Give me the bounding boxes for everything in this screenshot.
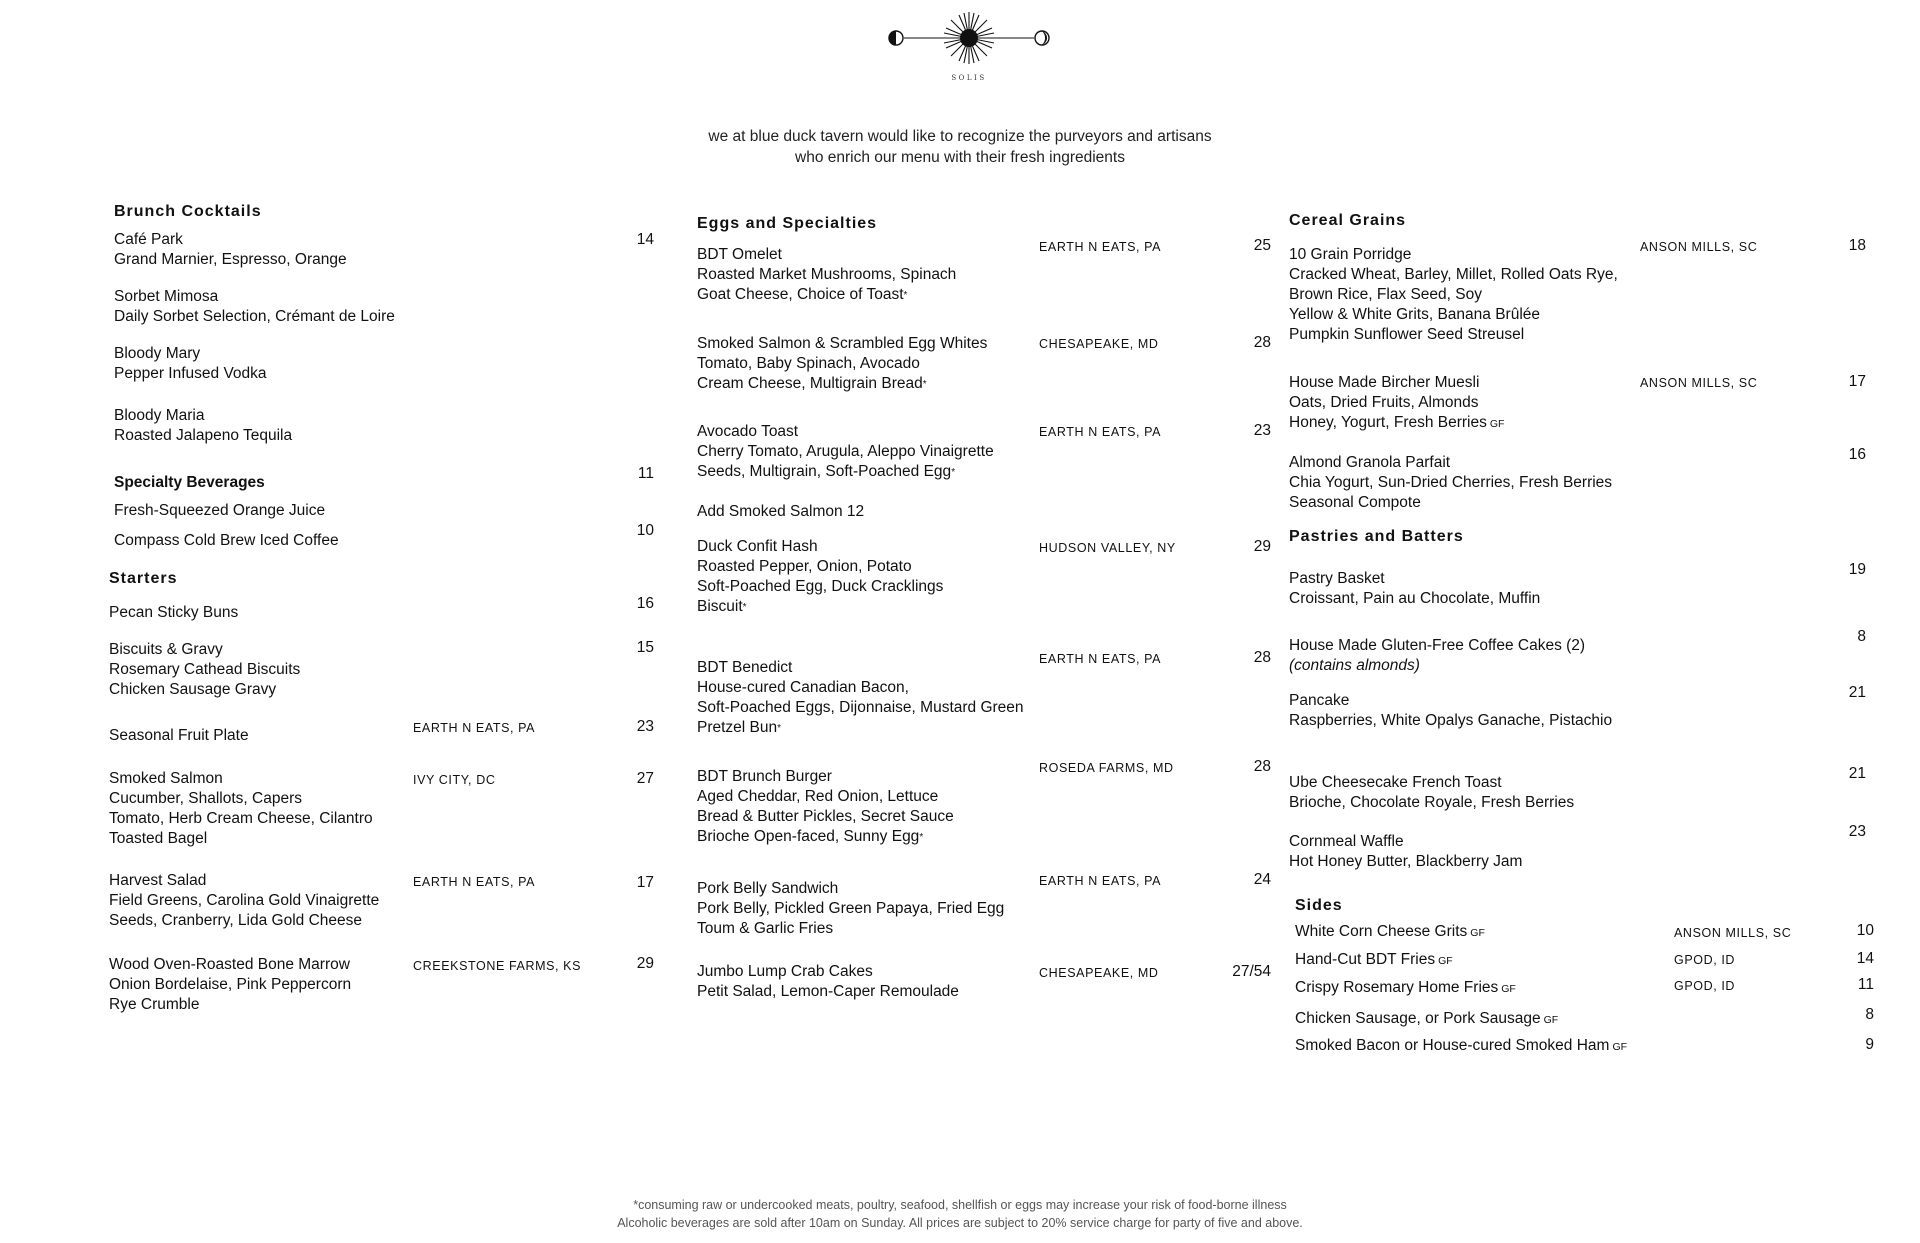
menu-item: Compass Cold Brew Iced Coffee <box>114 532 339 549</box>
purveyor-source: ROSEDA FARMS, MD <box>1039 761 1174 775</box>
side-item: Crispy Rosemary Home Fries GF <box>1295 979 1516 996</box>
menu-item: Pancake Raspberries, White Opalys Ganache, Pistachio <box>1289 692 1613 729</box>
footer-disclaimer <box>460 1196 1460 1232</box>
purveyor-source: HUDSON VALLEY, NY <box>1039 541 1176 555</box>
purveyor-source: ANSON MILLS, SC <box>1674 926 1792 940</box>
price: 15 <box>636 639 654 656</box>
menu-item: Sorbet Mimosa Daily Sorbet Selection, Crémant de Loire <box>114 288 395 325</box>
menu-item: Biscuits & Gravy Rosemary Cathead Biscuits Chicken Sausage Gravy <box>109 641 301 698</box>
price: 11 <box>1857 976 1874 993</box>
purveyor-source: EARTH N EATS, PA <box>1039 874 1162 888</box>
intro-text <box>560 126 1360 168</box>
section-title-pastries-batters: Pastries and Batters <box>1289 528 1464 545</box>
price: 16 <box>636 595 654 612</box>
menu-item: Pastry Basket Croissant, Pain au Chocolate, Muffin <box>1289 570 1541 607</box>
price: 16 <box>1848 446 1866 463</box>
solis-logo <box>884 6 1054 88</box>
purveyor-source: EARTH N EATS, PA <box>1039 240 1162 254</box>
section-title-brunch-cocktails: Brunch Cocktails <box>114 203 262 220</box>
menu-item: Duck Confit Hash Roasted Pepper, Onion, Potato Soft-Poached Egg, Duck Cracklings Biscuit* <box>697 538 944 615</box>
price: 14 <box>1856 950 1874 967</box>
menu-item: House Made Bircher Muesli Oats, Dried Fruits, Almonds Honey, Yogurt, Fresh Berries GF <box>1289 374 1505 431</box>
price: 17 <box>636 874 654 891</box>
menu-item: Smoked Salmon Cucumber, Shallots, Capers Tomato, Herb Cream Cheese, Cilantro Toasted Bagel <box>109 770 373 847</box>
svg-text:SOLIS: SOLIS <box>951 74 987 82</box>
menu-item: Seasonal Fruit Plate <box>109 727 249 744</box>
menu-item: Pork Belly Sandwich Pork Belly, Pickled Green Papaya, Fried Egg Toum & Garlic Fries <box>697 880 1005 937</box>
purveyor-source: ANSON MILLS, SC <box>1640 376 1758 390</box>
price: 23 <box>636 718 654 735</box>
price: 25 <box>1253 237 1271 254</box>
purveyor-source: CREEKSTONE FARMS, KS <box>413 959 582 973</box>
intro-line: who enrich our menu with their fresh ingredients <box>795 149 1125 166</box>
menu-item: Almond Granola Parfait Chia Yogurt, Sun-Dried Cherries, Fresh Berries Seasonal Compote <box>1289 454 1613 511</box>
side-item: White Corn Cheese Grits GF <box>1295 923 1485 940</box>
price: 28 <box>1253 649 1271 666</box>
purveyor-source: CHESAPEAKE, MD <box>1039 337 1159 351</box>
price: 21 <box>1848 765 1866 782</box>
price: 27 <box>636 770 654 787</box>
menu-item: Avocado Toast Cherry Tomato, Arugula, Aleppo Vinaigrette Seeds, Multigrain, Soft-Poached Egg* <box>697 423 994 480</box>
purveyor-source: EARTH N EATS, PA <box>1039 425 1162 439</box>
purveyor-source: EARTH N EATS, PA <box>1039 652 1162 666</box>
price: 8 <box>1865 1006 1874 1023</box>
price: 29 <box>1253 538 1271 555</box>
price: 9 <box>1865 1036 1874 1053</box>
side-item: Chicken Sausage, or Pork Sausage GF <box>1295 1010 1559 1027</box>
menu-item: Café Park Grand Marnier, Espresso, Orange <box>114 231 347 268</box>
sun-burst-icon <box>884 6 1054 88</box>
footer-line: *consuming raw or undercooked meats, poultry, seafood, shellfish or eggs may increase your risk of food-borne illness <box>633 1198 1287 1212</box>
price: 10 <box>1856 922 1874 939</box>
menu-item: BDT Brunch Burger Aged Cheddar, Red Onion, Lettuce Bread & Butter Pickles, Secret Sauce Brioche Open-faced, Sunny Egg* <box>697 768 954 845</box>
section-title-eggs-specialties: Eggs and Specialties <box>697 215 878 232</box>
menu-item: Fresh-Squeezed Orange Juice <box>114 502 326 519</box>
menu-item: Cornmeal Waffle Hot Honey Butter, Blackberry Jam <box>1289 833 1523 870</box>
price: 23 <box>1253 422 1271 439</box>
price: 23 <box>1848 823 1866 840</box>
price: 27/54 <box>1232 963 1271 980</box>
menu-item: Ube Cheesecake French Toast Brioche, Chocolate Royale, Fresh Berries <box>1289 774 1575 811</box>
price: 17 <box>1848 373 1866 390</box>
purveyor-source: IVY CITY, DC <box>413 773 496 787</box>
section-title-cereal-grains: Cereal Grains <box>1289 212 1407 229</box>
purveyor-source: EARTH N EATS, PA <box>413 875 536 889</box>
side-item: Hand-Cut BDT Fries GF <box>1295 951 1453 968</box>
menu-item: Pecan Sticky Buns <box>109 604 239 621</box>
price: 18 <box>1848 237 1866 254</box>
side-item: Smoked Bacon or House-cured Smoked Ham GF <box>1295 1037 1628 1054</box>
menu-item: Wood Oven-Roasted Bone Marrow Onion Bordelaise, Pink Peppercorn Rye Crumble <box>109 956 352 1013</box>
price: 29 <box>636 955 654 972</box>
menu-item: BDT Omelet Roasted Market Mushrooms, Spinach Goat Cheese, Choice of Toast* <box>697 246 957 303</box>
intro-line: we at blue duck tavern would like to recognize the purveyors and artisans <box>708 128 1212 145</box>
purveyor-source: CHESAPEAKE, MD <box>1039 966 1159 980</box>
menu-item: House Made Gluten-Free Coffee Cakes (2) (contains almonds) <box>1289 637 1586 674</box>
menu-item: 10 Grain Porridge Cracked Wheat, Barley, Millet, Rolled Oats Rye, Brown Rice, Flax Seed, Soy Yellow & White Grits, Banana Brûlée Pumpkin Sunflower Seed Streusel <box>1289 246 1618 343</box>
purveyor-source: GPOD, ID <box>1674 979 1736 993</box>
price: 10 <box>636 522 654 539</box>
section-title-specialty-beverages: Specialty Beverages <box>114 474 265 491</box>
price: 11 <box>637 465 654 482</box>
menu-item-add-on: Add Smoked Salmon 12 <box>697 503 865 520</box>
menu-item: Harvest Salad Field Greens, Carolina Gold Vinaigrette Seeds, Cranberry, Lida Gold Cheese <box>109 872 380 929</box>
footer-line: Alcoholic beverages are sold after 10am on Sunday. All prices are subject to 20% service charge for party of five and above. <box>617 1216 1303 1230</box>
price: 19 <box>1848 561 1866 578</box>
price: 24 <box>1253 871 1271 888</box>
purveyor-source: ANSON MILLS, SC <box>1640 240 1758 254</box>
menu-item: BDT Benedict House-cured Canadian Bacon, Soft-Poached Eggs, Dijonnaise, Mustard Green Pretzel Bun* <box>697 659 1024 736</box>
price: 28 <box>1253 758 1271 775</box>
menu-item: Jumbo Lump Crab Cakes Petit Salad, Lemon-Caper Remoulade <box>697 963 959 1000</box>
menu-item: Bloody Mary Pepper Infused Vodka <box>114 345 267 382</box>
purveyor-source: EARTH N EATS, PA <box>413 721 536 735</box>
menu-item: Bloody Maria Roasted Jalapeno Tequila <box>114 407 293 444</box>
section-title-sides: Sides <box>1295 897 1343 914</box>
price: 8 <box>1857 628 1866 645</box>
price: 21 <box>1848 684 1866 701</box>
price: 28 <box>1253 334 1271 351</box>
purveyor-source: GPOD, ID <box>1674 953 1736 967</box>
section-title-starters: Starters <box>109 570 178 587</box>
price: 14 <box>636 231 654 248</box>
menu-item: Smoked Salmon & Scrambled Egg Whites Tomato, Baby Spinach, Avocado Cream Cheese, Multigrain Bread* <box>697 335 988 392</box>
